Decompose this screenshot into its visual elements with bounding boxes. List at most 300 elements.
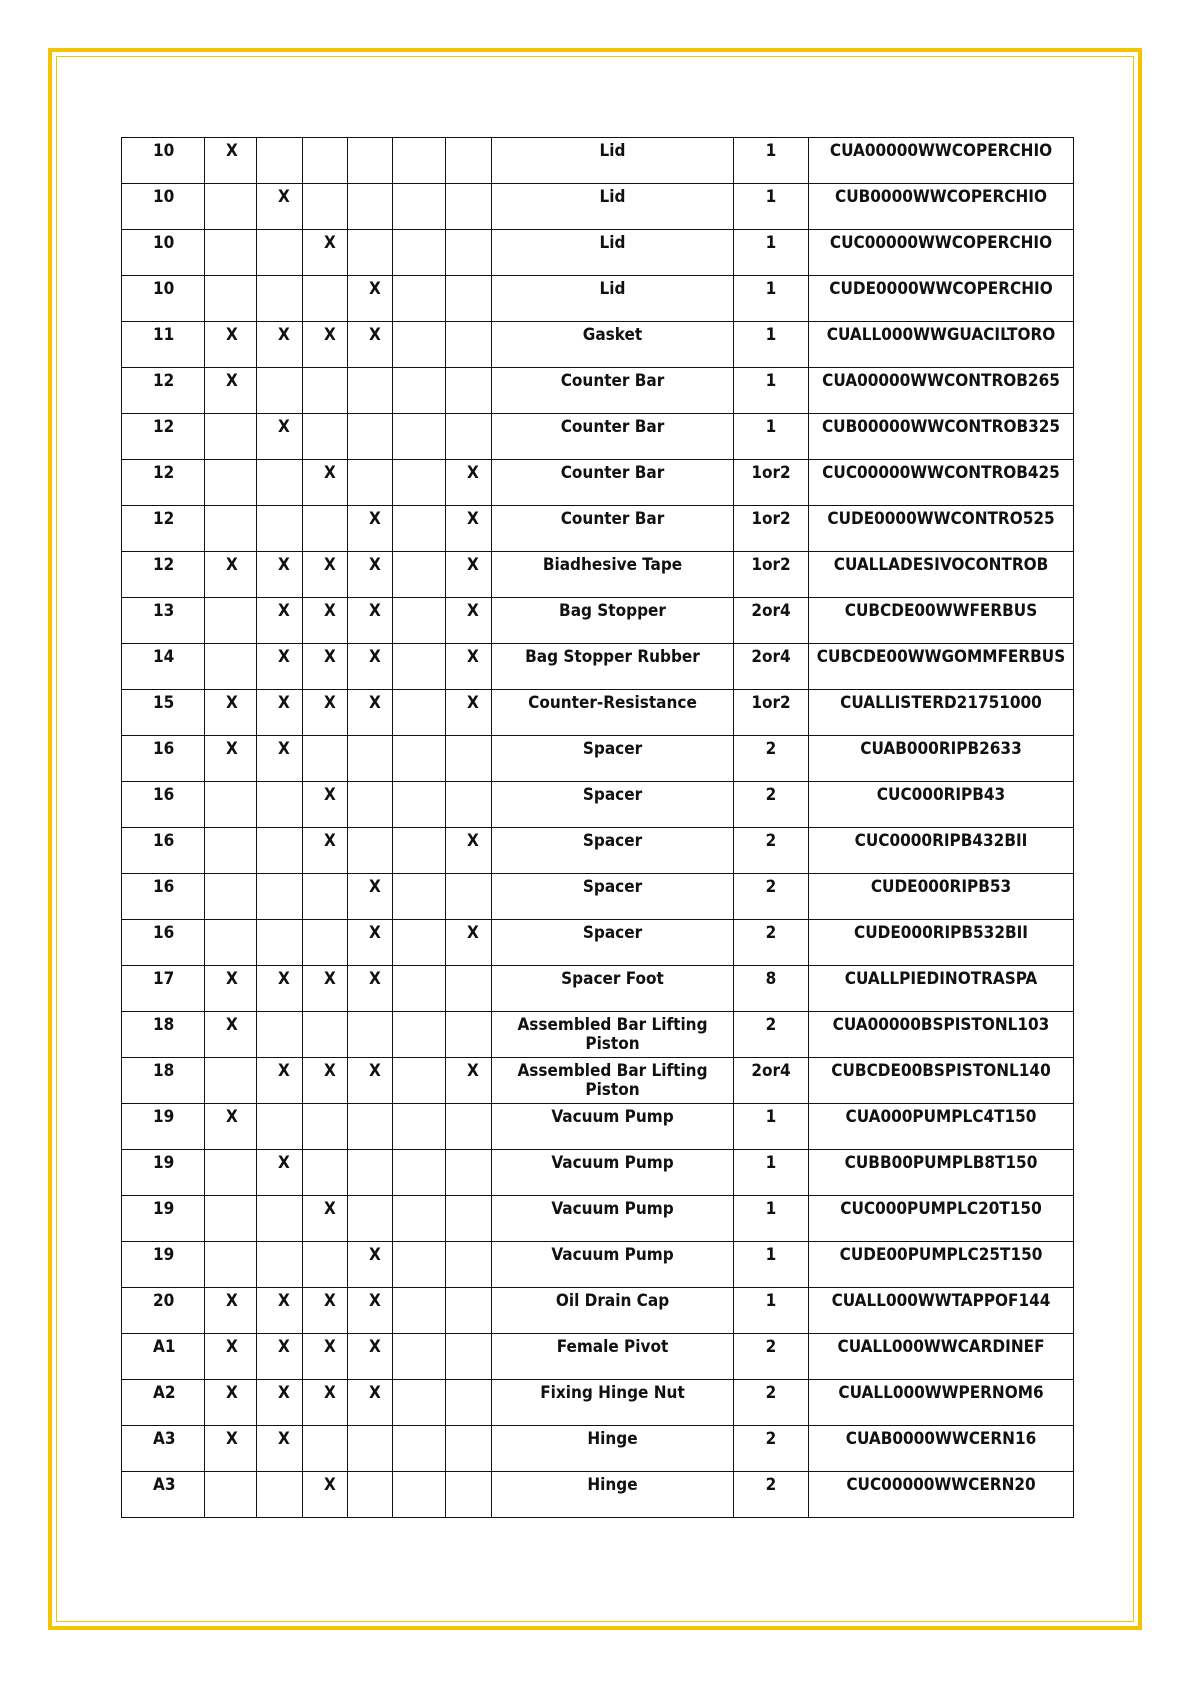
ref-cell: 16 — [122, 782, 205, 828]
ref-cell: A1 — [122, 1334, 205, 1380]
model-4-mark: X — [348, 644, 393, 690]
model-4-mark: X — [348, 506, 393, 552]
ref-cell: 15 — [122, 690, 205, 736]
model-5-mark — [393, 1472, 446, 1518]
table-row — [122, 414, 1074, 460]
model-1-mark: X — [205, 736, 257, 782]
description-cell: Spacer — [492, 782, 734, 828]
table-row — [122, 1058, 1074, 1104]
model-3-mark: X — [303, 690, 348, 736]
part-code-cell: CUAB000RIPB2633 — [809, 736, 1074, 782]
table-row — [122, 1472, 1074, 1518]
model-5-mark — [393, 414, 446, 460]
part-code-cell: CUA00000WWCONTROB265 — [809, 368, 1074, 414]
part-code-cell: CUC000PUMPLC20T150 — [809, 1196, 1074, 1242]
part-code-cell: CUC00000WWCOPERCHIO — [809, 230, 1074, 276]
model-3-mark — [303, 874, 348, 920]
model-5-mark — [393, 736, 446, 782]
model-5-mark — [393, 184, 446, 230]
model-1-mark — [205, 598, 257, 644]
description-cell: Biadhesive Tape — [492, 552, 734, 598]
model-6-mark: X — [446, 828, 492, 874]
table-row — [122, 644, 1074, 690]
model-6-mark — [446, 276, 492, 322]
model-5-mark — [393, 1334, 446, 1380]
ref-cell: 12 — [122, 414, 205, 460]
description-cell: Hinge — [492, 1472, 734, 1518]
model-6-mark: X — [446, 506, 492, 552]
model-5-mark — [393, 1012, 446, 1058]
quantity-cell: 1 — [734, 1150, 809, 1196]
model-2-mark: X — [257, 966, 303, 1012]
quantity-cell: 1 — [734, 368, 809, 414]
model-5-mark — [393, 644, 446, 690]
table-row — [122, 1150, 1074, 1196]
quantity-cell: 8 — [734, 966, 809, 1012]
model-2-mark: X — [257, 1058, 303, 1104]
model-2-mark: X — [257, 644, 303, 690]
part-code-cell: CUALLPIEDINOTRASPA — [809, 966, 1074, 1012]
model-1-mark — [205, 1058, 257, 1104]
model-4-mark: X — [348, 690, 393, 736]
part-code-cell: CUDE000RIPB53 — [809, 874, 1074, 920]
description-cell: Gasket — [492, 322, 734, 368]
table-row — [122, 1426, 1074, 1472]
ref-cell: 16 — [122, 874, 205, 920]
ref-cell: A3 — [122, 1426, 205, 1472]
part-code-cell: CUB00000WWCONTROB325 — [809, 414, 1074, 460]
quantity-cell: 2or4 — [734, 644, 809, 690]
table-row — [122, 874, 1074, 920]
description-cell: Female Pivot — [492, 1334, 734, 1380]
model-5-mark — [393, 1150, 446, 1196]
model-5-mark — [393, 1380, 446, 1426]
model-6-mark — [446, 1150, 492, 1196]
model-1-mark — [205, 276, 257, 322]
description-cell: Counter-Resistance — [492, 690, 734, 736]
ref-cell: 19 — [122, 1196, 205, 1242]
model-2-mark: X — [257, 736, 303, 782]
model-6-mark: X — [446, 690, 492, 736]
model-6-mark — [446, 1104, 492, 1150]
table-row — [122, 1242, 1074, 1288]
model-1-mark: X — [205, 1012, 257, 1058]
model-2-mark — [257, 230, 303, 276]
part-code-cell: CUC00000WWCONTROB425 — [809, 460, 1074, 506]
ref-cell: 14 — [122, 644, 205, 690]
model-1-mark: X — [205, 1104, 257, 1150]
model-1-mark — [205, 874, 257, 920]
model-2-mark — [257, 1242, 303, 1288]
model-2-mark — [257, 782, 303, 828]
model-5-mark — [393, 138, 446, 184]
spare-parts-table — [121, 137, 1074, 1518]
model-2-mark: X — [257, 1426, 303, 1472]
description-cell: Vacuum Pump — [492, 1150, 734, 1196]
model-3-mark — [303, 506, 348, 552]
part-code-cell: CUALL000WWGUACILTORO — [809, 322, 1074, 368]
quantity-cell: 2 — [734, 736, 809, 782]
model-3-mark — [303, 1426, 348, 1472]
table-row — [122, 138, 1074, 184]
ref-cell: 12 — [122, 460, 205, 506]
part-code-cell: CUBCDE00WWGOMMFERBUS — [809, 644, 1074, 690]
part-code-cell: CUDE00PUMPLC25T150 — [809, 1242, 1074, 1288]
model-5-mark — [393, 598, 446, 644]
description-cell: Bag Stopper Rubber — [492, 644, 734, 690]
model-2-mark — [257, 1472, 303, 1518]
table-row — [122, 552, 1074, 598]
model-1-mark — [205, 506, 257, 552]
model-2-mark: X — [257, 1288, 303, 1334]
quantity-cell: 2 — [734, 828, 809, 874]
model-1-mark — [205, 230, 257, 276]
model-4-mark — [348, 782, 393, 828]
model-6-mark — [446, 414, 492, 460]
model-1-mark: X — [205, 1334, 257, 1380]
quantity-cell: 2or4 — [734, 1058, 809, 1104]
description-cell: Vacuum Pump — [492, 1242, 734, 1288]
description-cell: Spacer — [492, 874, 734, 920]
ref-cell: 19 — [122, 1242, 205, 1288]
model-2-mark — [257, 874, 303, 920]
model-4-mark: X — [348, 1058, 393, 1104]
model-2-mark — [257, 828, 303, 874]
table-row — [122, 276, 1074, 322]
model-3-mark — [303, 1012, 348, 1058]
model-3-mark: X — [303, 782, 348, 828]
model-4-mark: X — [348, 322, 393, 368]
model-6-mark — [446, 1334, 492, 1380]
model-3-mark — [303, 138, 348, 184]
model-6-mark — [446, 782, 492, 828]
model-6-mark — [446, 1472, 492, 1518]
description-cell: Counter Bar — [492, 460, 734, 506]
model-6-mark — [446, 874, 492, 920]
model-1-mark — [205, 414, 257, 460]
part-code-cell: CUA00000WWCOPERCHIO — [809, 138, 1074, 184]
description-cell: Spacer Foot — [492, 966, 734, 1012]
description-cell: Bag Stopper — [492, 598, 734, 644]
table-row — [122, 506, 1074, 552]
quantity-cell: 2or4 — [734, 598, 809, 644]
model-4-mark: X — [348, 552, 393, 598]
description-cell: Assembled Bar Lifting Piston — [492, 1058, 734, 1104]
model-6-mark — [446, 966, 492, 1012]
ref-cell: A3 — [122, 1472, 205, 1518]
model-4-mark: X — [348, 1242, 393, 1288]
model-3-mark: X — [303, 1380, 348, 1426]
description-cell: Vacuum Pump — [492, 1196, 734, 1242]
part-code-cell: CUA000PUMPLC4T150 — [809, 1104, 1074, 1150]
part-code-cell: CUDE000RIPB532BII — [809, 920, 1074, 966]
quantity-cell: 1or2 — [734, 690, 809, 736]
part-code-cell: CUALL000WWCARDINEF — [809, 1334, 1074, 1380]
model-2-mark: X — [257, 414, 303, 460]
ref-cell: A2 — [122, 1380, 205, 1426]
ref-cell: 11 — [122, 322, 205, 368]
model-6-mark: X — [446, 598, 492, 644]
part-code-cell: CUALLISTERD21751000 — [809, 690, 1074, 736]
model-5-mark — [393, 920, 446, 966]
model-5-mark — [393, 552, 446, 598]
quantity-cell: 1 — [734, 138, 809, 184]
table-row — [122, 184, 1074, 230]
ref-cell: 16 — [122, 828, 205, 874]
model-5-mark — [393, 1288, 446, 1334]
quantity-cell: 1 — [734, 1196, 809, 1242]
model-6-mark — [446, 1012, 492, 1058]
quantity-cell: 1or2 — [734, 506, 809, 552]
model-2-mark — [257, 1012, 303, 1058]
description-cell: Assembled Bar Lifting Piston — [492, 1012, 734, 1058]
quantity-cell: 1 — [734, 1104, 809, 1150]
model-6-mark: X — [446, 552, 492, 598]
ref-cell: 12 — [122, 368, 205, 414]
description-cell: Counter Bar — [492, 506, 734, 552]
quantity-cell: 1or2 — [734, 552, 809, 598]
model-2-mark: X — [257, 1380, 303, 1426]
quantity-cell: 2 — [734, 874, 809, 920]
table-row — [122, 1334, 1074, 1380]
quantity-cell: 2 — [734, 1380, 809, 1426]
table-row — [122, 690, 1074, 736]
description-cell: Spacer — [492, 828, 734, 874]
model-4-mark: X — [348, 874, 393, 920]
table-row — [122, 1288, 1074, 1334]
part-code-cell: CUC000RIPB43 — [809, 782, 1074, 828]
model-5-mark — [393, 1196, 446, 1242]
ref-cell: 19 — [122, 1104, 205, 1150]
ref-cell: 16 — [122, 920, 205, 966]
part-code-cell: CUDE0000WWCOPERCHIO — [809, 276, 1074, 322]
quantity-cell: 2 — [734, 1012, 809, 1058]
part-code-cell: CUDE0000WWCONTRO525 — [809, 506, 1074, 552]
model-1-mark: X — [205, 1426, 257, 1472]
ref-cell: 10 — [122, 184, 205, 230]
model-5-mark — [393, 460, 446, 506]
quantity-cell: 1 — [734, 276, 809, 322]
description-cell: Vacuum Pump — [492, 1104, 734, 1150]
model-4-mark: X — [348, 276, 393, 322]
description-cell: Spacer — [492, 920, 734, 966]
model-4-mark — [348, 1426, 393, 1472]
table-row — [122, 966, 1074, 1012]
model-5-mark — [393, 966, 446, 1012]
table-row — [122, 1012, 1074, 1058]
table-row — [122, 782, 1074, 828]
model-3-mark: X — [303, 1334, 348, 1380]
model-4-mark — [348, 414, 393, 460]
description-cell: Lid — [492, 138, 734, 184]
ref-cell: 10 — [122, 138, 205, 184]
description-cell: Lid — [492, 276, 734, 322]
table-row — [122, 460, 1074, 506]
table-row — [122, 736, 1074, 782]
model-2-mark — [257, 276, 303, 322]
quantity-cell: 2 — [734, 782, 809, 828]
model-5-mark — [393, 874, 446, 920]
part-code-cell: CUC00000WWCERN20 — [809, 1472, 1074, 1518]
description-cell: Oil Drain Cap — [492, 1288, 734, 1334]
model-2-mark — [257, 506, 303, 552]
table-row — [122, 322, 1074, 368]
model-3-mark — [303, 368, 348, 414]
model-1-mark: X — [205, 322, 257, 368]
table-row — [122, 828, 1074, 874]
table-body — [122, 138, 1074, 1518]
model-3-mark: X — [303, 644, 348, 690]
model-6-mark — [446, 138, 492, 184]
model-1-mark — [205, 460, 257, 506]
ref-cell: 19 — [122, 1150, 205, 1196]
ref-cell: 17 — [122, 966, 205, 1012]
model-1-mark — [205, 1472, 257, 1518]
table-row — [122, 598, 1074, 644]
model-4-mark — [348, 736, 393, 782]
model-6-mark: X — [446, 1058, 492, 1104]
model-4-mark: X — [348, 598, 393, 644]
ref-cell: 12 — [122, 552, 205, 598]
ref-cell: 18 — [122, 1012, 205, 1058]
model-2-mark — [257, 1104, 303, 1150]
part-code-cell: CUBCDE00BSPISTONL140 — [809, 1058, 1074, 1104]
quantity-cell: 2 — [734, 1426, 809, 1472]
description-cell: Spacer — [492, 736, 734, 782]
model-2-mark — [257, 920, 303, 966]
model-6-mark: X — [446, 644, 492, 690]
model-6-mark — [446, 184, 492, 230]
model-3-mark: X — [303, 598, 348, 644]
model-3-mark: X — [303, 828, 348, 874]
quantity-cell: 1or2 — [734, 460, 809, 506]
model-4-mark: X — [348, 1380, 393, 1426]
model-3-mark — [303, 1150, 348, 1196]
model-1-mark: X — [205, 368, 257, 414]
model-1-mark — [205, 1196, 257, 1242]
part-code-cell: CUC0000RIPB432BII — [809, 828, 1074, 874]
model-4-mark: X — [348, 966, 393, 1012]
quantity-cell: 1 — [734, 1242, 809, 1288]
model-3-mark: X — [303, 552, 348, 598]
quantity-cell: 2 — [734, 920, 809, 966]
model-4-mark — [348, 230, 393, 276]
model-2-mark: X — [257, 690, 303, 736]
model-5-mark — [393, 1242, 446, 1288]
model-6-mark: X — [446, 460, 492, 506]
ref-cell: 20 — [122, 1288, 205, 1334]
model-5-mark — [393, 782, 446, 828]
model-6-mark — [446, 1380, 492, 1426]
model-5-mark — [393, 690, 446, 736]
ref-cell: 13 — [122, 598, 205, 644]
model-6-mark — [446, 1288, 492, 1334]
part-code-cell: CUB0000WWCOPERCHIO — [809, 184, 1074, 230]
description-cell: Hinge — [492, 1426, 734, 1472]
description-cell: Lid — [492, 230, 734, 276]
model-5-mark — [393, 322, 446, 368]
ref-cell: 18 — [122, 1058, 205, 1104]
model-3-mark: X — [303, 230, 348, 276]
model-4-mark — [348, 184, 393, 230]
table-row — [122, 1104, 1074, 1150]
model-5-mark — [393, 368, 446, 414]
model-6-mark — [446, 1196, 492, 1242]
ref-cell: 10 — [122, 276, 205, 322]
description-cell: Fixing Hinge Nut — [492, 1380, 734, 1426]
model-4-mark — [348, 1150, 393, 1196]
table-row — [122, 368, 1074, 414]
model-2-mark: X — [257, 322, 303, 368]
model-5-mark — [393, 276, 446, 322]
model-2-mark: X — [257, 552, 303, 598]
model-3-mark — [303, 276, 348, 322]
part-code-cell: CUA00000BSPISTONL103 — [809, 1012, 1074, 1058]
model-3-mark: X — [303, 1058, 348, 1104]
model-6-mark — [446, 230, 492, 276]
quantity-cell: 1 — [734, 322, 809, 368]
quantity-cell: 2 — [734, 1472, 809, 1518]
model-4-mark — [348, 368, 393, 414]
model-3-mark — [303, 736, 348, 782]
ref-cell: 12 — [122, 506, 205, 552]
model-5-mark — [393, 1104, 446, 1150]
model-1-mark: X — [205, 552, 257, 598]
model-6-mark — [446, 1426, 492, 1472]
part-code-cell: CUBCDE00WWFERBUS — [809, 598, 1074, 644]
model-1-mark: X — [205, 966, 257, 1012]
model-2-mark — [257, 1196, 303, 1242]
ref-cell: 10 — [122, 230, 205, 276]
model-1-mark: X — [205, 138, 257, 184]
model-3-mark — [303, 1242, 348, 1288]
model-6-mark — [446, 1242, 492, 1288]
model-3-mark — [303, 414, 348, 460]
model-5-mark — [393, 828, 446, 874]
model-3-mark — [303, 184, 348, 230]
model-3-mark — [303, 1104, 348, 1150]
model-1-mark: X — [205, 690, 257, 736]
model-4-mark — [348, 1196, 393, 1242]
model-3-mark: X — [303, 322, 348, 368]
model-5-mark — [393, 230, 446, 276]
model-6-mark: X — [446, 920, 492, 966]
model-1-mark: X — [205, 1380, 257, 1426]
model-1-mark — [205, 1150, 257, 1196]
model-1-mark — [205, 184, 257, 230]
model-1-mark — [205, 1242, 257, 1288]
model-1-mark — [205, 920, 257, 966]
model-6-mark — [446, 322, 492, 368]
description-cell: Counter Bar — [492, 414, 734, 460]
table-row — [122, 920, 1074, 966]
model-2-mark: X — [257, 1334, 303, 1380]
model-3-mark: X — [303, 1472, 348, 1518]
table-row — [122, 1196, 1074, 1242]
model-2-mark — [257, 460, 303, 506]
model-2-mark: X — [257, 1150, 303, 1196]
model-2-mark: X — [257, 598, 303, 644]
model-5-mark — [393, 1058, 446, 1104]
model-2-mark: X — [257, 184, 303, 230]
quantity-cell: 1 — [734, 414, 809, 460]
model-2-mark — [257, 368, 303, 414]
part-code-cell: CUBB00PUMPLB8T150 — [809, 1150, 1074, 1196]
model-5-mark — [393, 1426, 446, 1472]
part-code-cell: CUAB0000WWCERN16 — [809, 1426, 1074, 1472]
table-row — [122, 1380, 1074, 1426]
ref-cell: 16 — [122, 736, 205, 782]
